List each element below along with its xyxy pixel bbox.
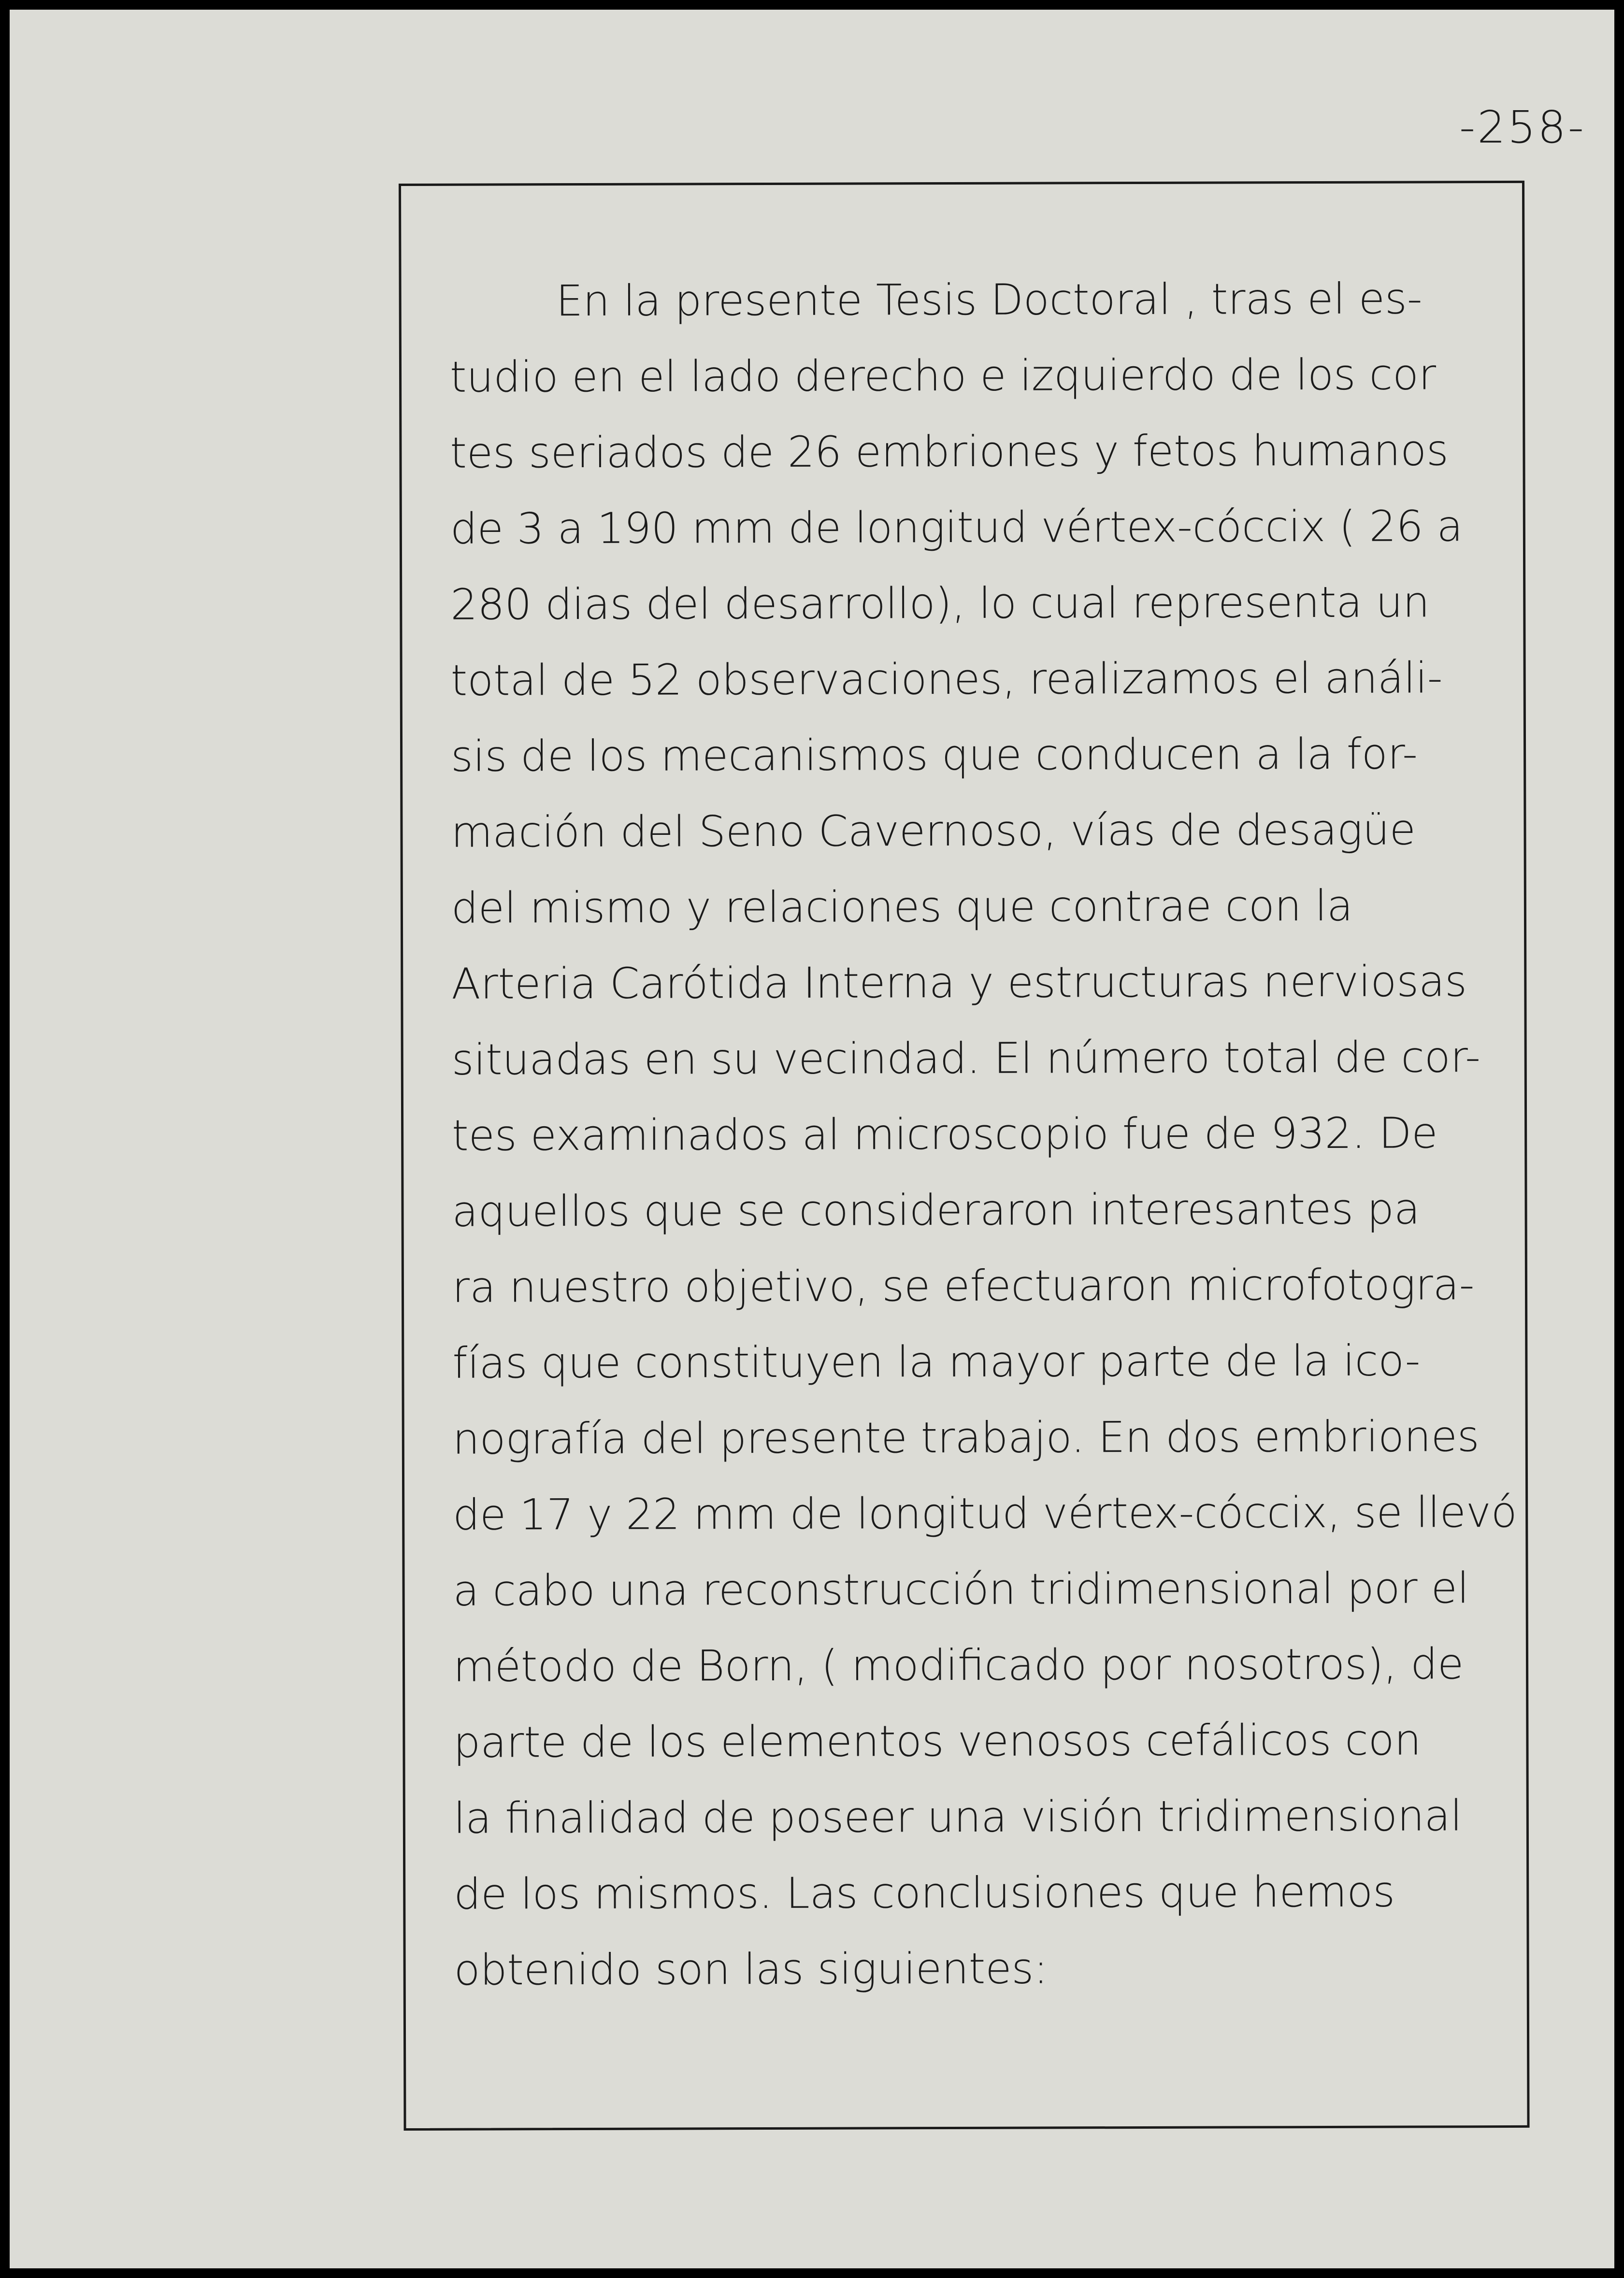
text-line: la finalidad de poseer una visión tridimensional [453,1791,1463,1843]
page-number: -258- [1459,101,1586,153]
text-line: aquellos que se consideraron interesantes pa [452,1184,1420,1236]
text-line: sis de los mecanismos que conducen a la for- [450,729,1418,781]
text-line: obtenido son las siguientes: [454,1943,1049,1995]
text-line: total de 52 observaciones, realizamos el análi- [450,653,1443,705]
text-line: nografía del presente trabajo. En dos embriones [452,1411,1480,1464]
text-line: de 3 a 190 mm de longitud vértex-cóccix ( 26 a [450,501,1463,554]
text-line: de 17 y 22 mm de longitud vértex-cóccix, se llevó [453,1487,1517,1540]
text-line: de los mismos. Las conclusiones que hemos [454,1866,1395,1919]
text-line: fías que constituyen la mayor parte de la ico- [452,1335,1421,1388]
text-line: En la presente Tesis Doctoral , tras el es- [556,273,1423,326]
text-line: método de Born, ( modificado por nosotros), de [453,1639,1464,1691]
text-line: mación del Seno Cavernoso, vías de desagüe [451,804,1416,857]
text-line: del mismo y relaciones que contrae con la [451,880,1353,933]
text-line: a cabo una reconstrucción tridimensional por el [453,1563,1469,1616]
text-line: Arteria Carótida Interna y estructuras nerviosas [451,956,1467,1009]
text-line: 280 dias del desarrollo), lo cual representa un [450,577,1430,630]
text-line: tes seriados de 26 embriones y fetos humanos [450,425,1449,478]
text-line: tudio en el lado derecho e izquierdo de los cor [449,349,1437,402]
text-line: parte de los elementos venosos cefálicos con [453,1715,1422,1767]
paragraph [449,260,1517,2008]
text-frame [399,181,1530,2131]
text-line: ra nuestro objetivo, se efectuaron microfotogra- [452,1260,1475,1312]
text-line: tes examinados al microscopio fue de 932. De [452,1108,1438,1160]
text-line: situadas en su vecindad. El número total de cor- [451,1032,1481,1085]
page-sheet [10,10,1614,2268]
